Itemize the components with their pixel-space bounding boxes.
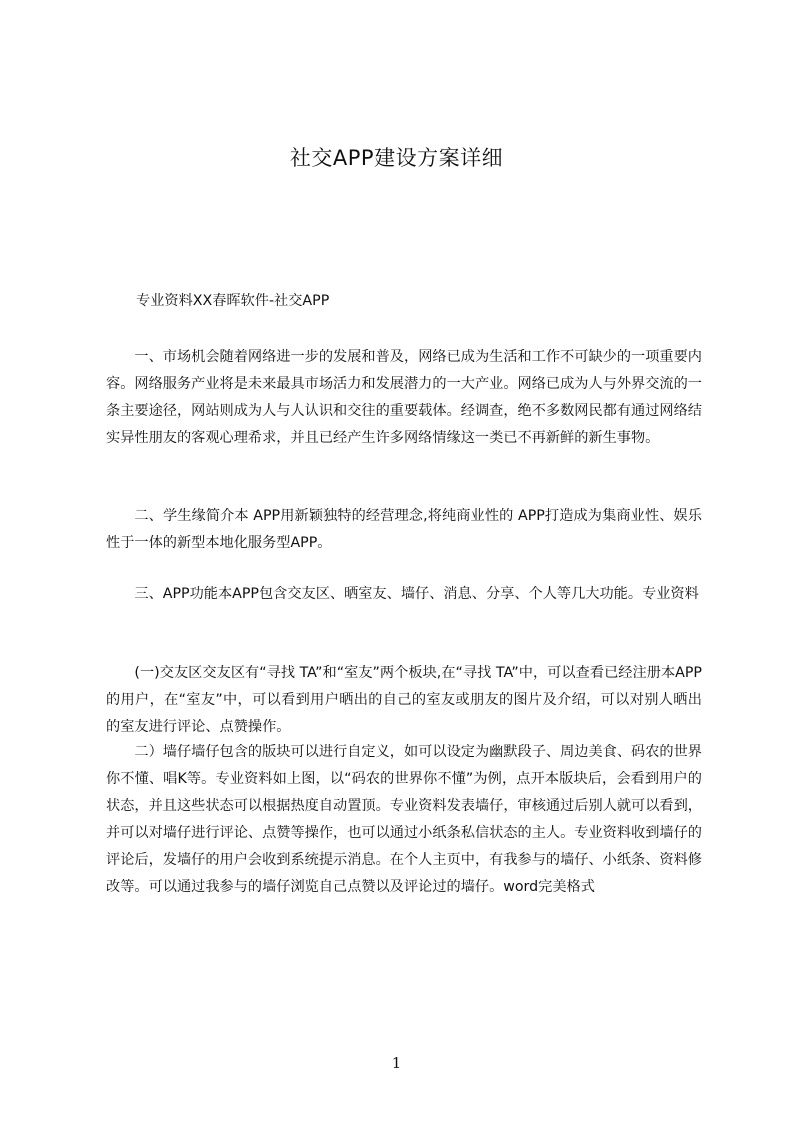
paragraph-app-intro: 二、学生缘简介本 APP用新颖独特的经营理念,将纯商业性的 APP打造成为集商业性、娱乐性于一体的新型本地化服务型APP。 [106,508,702,551]
source-line: 专业资料XX春晖软件-社交APP [136,293,330,309]
paragraph-app-features: 三、APP功能本APP包含交友区、晒室友、墙仔、消息、分享、个人等几大功能。专业资料 [134,586,699,602]
paragraph-friend-zone: (一)交友区交友区有“寻找 TA”和“室友”两个板块,在“寻找 TA”中，可以查看已经注册本APP的用户，在“室友”中，可以看到用户晒出的自己的室友或朋友的图片及介绍，可以对别人晒出的室友进行评论、点赞操作。 [106,665,702,735]
paragraph-wall-board: 二）墙仔墙仔包含的版块可以进行自定义，如可以设定为幽默段子、周边美食、码农的世界你不懂、唱K等。专业资料如上图，以“码农的世界你不懂”为例，点开本版块后，会看到用户的状态，并且这些状态可以根据热度自动置顶。专业资料发表墙仔，审核通过后别人就可以看到，并可以对墙仔进行评论、点赞等操作，也可以通过小纸条私信状态的主人。专业资料收到墙仔的评论后，发墙仔的用户会收到系统提示消息。在个人主页中，有我参与的墙仔、小纸条、资料修改等。可以通过我参与的墙仔浏览自己点赞以及评论过的墙仔。word完美格式 [106,744,702,895]
paragraph-market-opportunity: 一、市场机会随着网络进一步的发展和普及，网络已成为生活和工作不可缺少的一项重要内容。网络服务产业将是未来最具市场活力和发展潜力的一大产业。网络已成为人与外界交流的一条主要途径，网站则成为人与人认识和交往的重要载体。经调查，绝不多数网民都有通过网络结实异性朋友的客观心理希求，并且已经产生许多网络情缘这一类已不再新鲜的新生事物。 [106,349,702,446]
page-number: 1 [391,1054,402,1072]
document-title: 社交APP建设方案详细 [289,146,504,170]
